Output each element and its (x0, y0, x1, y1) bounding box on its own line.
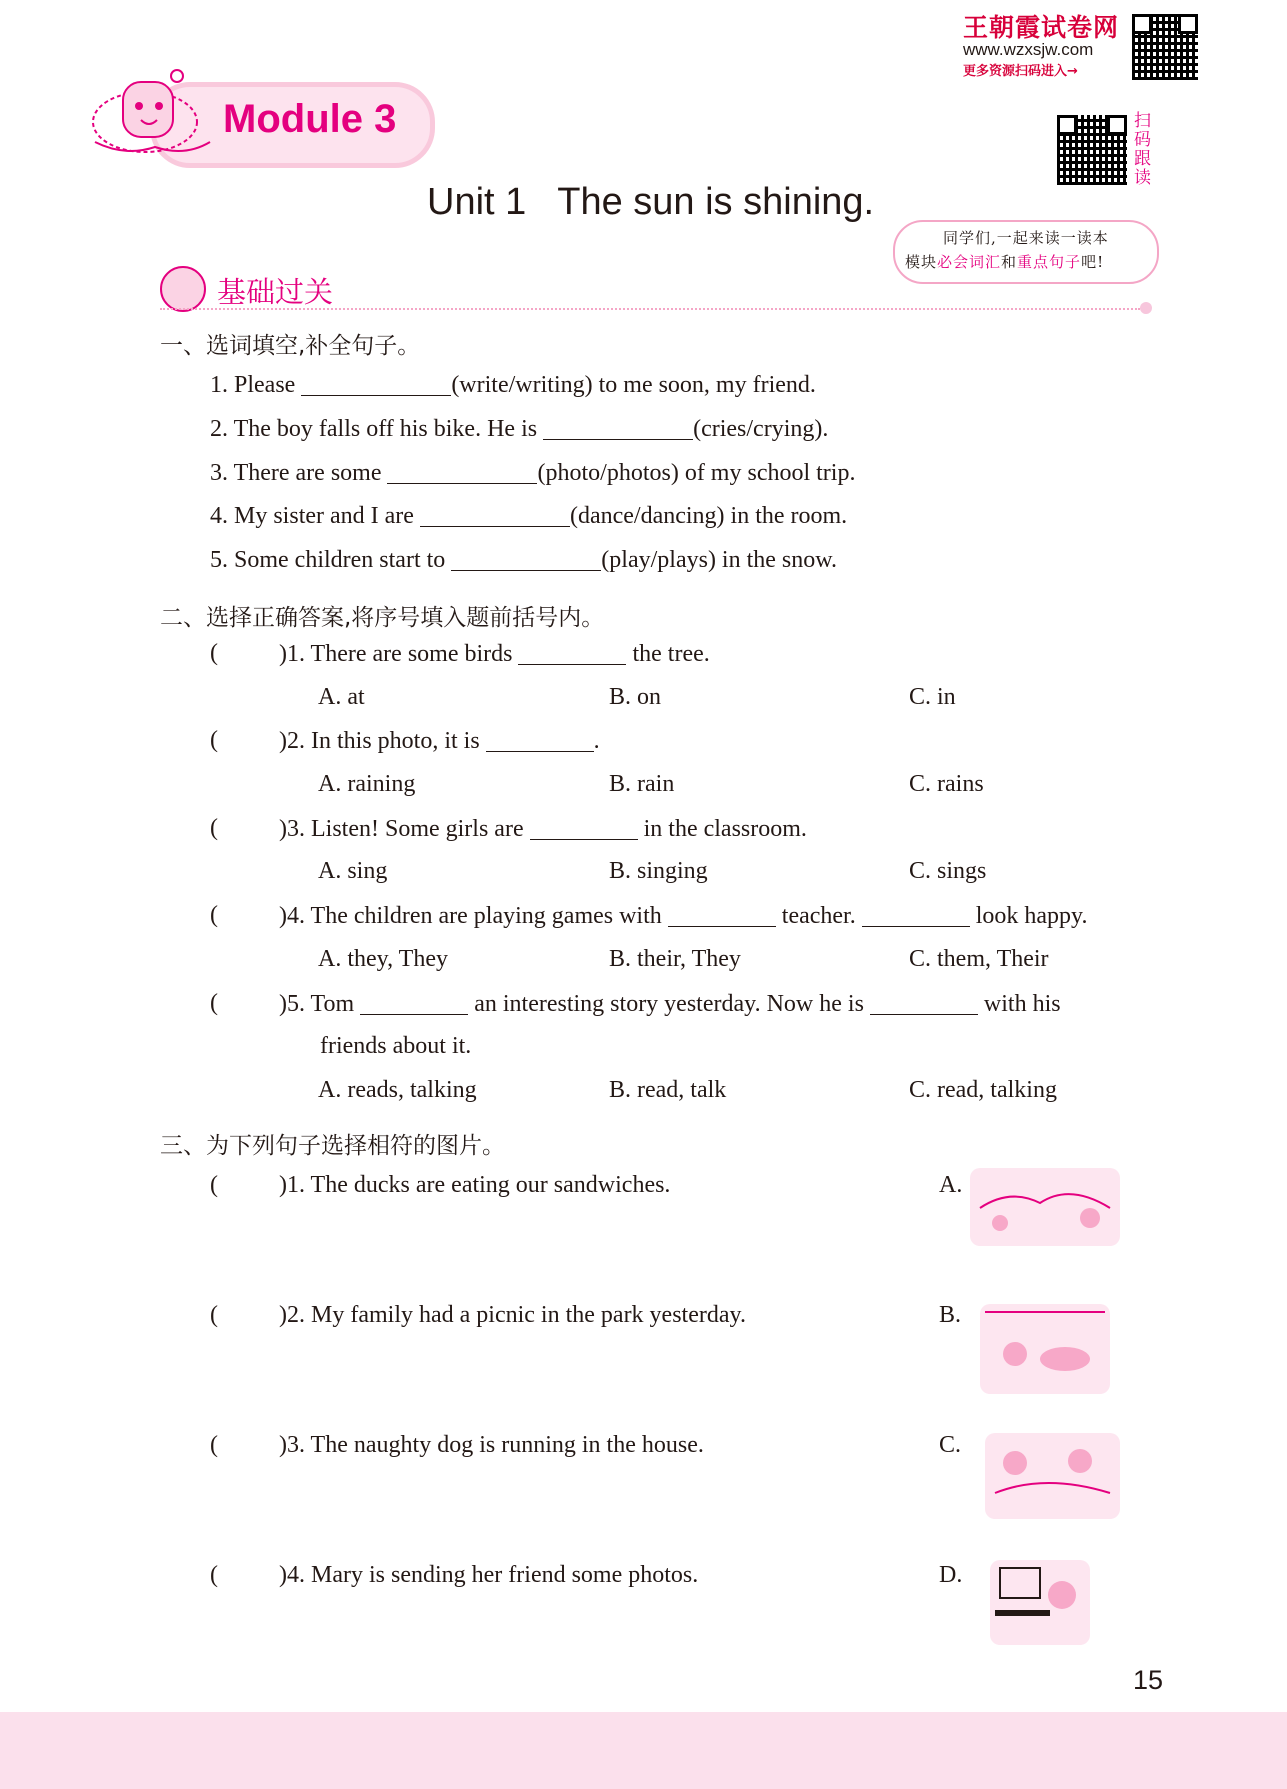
unit-title: Unit 1 The sun is shining. (427, 181, 875, 223)
brand-url[interactable]: www.wzxsjw.com (963, 40, 1094, 59)
answer-blank[interactable] (486, 727, 594, 752)
answer-paren[interactable]: ( (210, 990, 218, 1016)
option-b[interactable]: B. singing (609, 858, 708, 884)
part3-item-4: )4. Mary is sending her friend some photos. (279, 1562, 699, 1588)
mascot-icon (85, 62, 215, 162)
item-text: (cries/crying). (693, 416, 829, 442)
bubble-highlight-sentences: 重点句子 (1017, 253, 1082, 271)
picture-label-d: D. (939, 1562, 963, 1588)
part3-heading: 三、为下列句子选择相符的图片。 (160, 1133, 505, 1159)
question-text: )4. The children are playing games with (279, 903, 662, 929)
part1-item-4 (210, 502, 847, 530)
bubble-line-2 (905, 251, 1104, 272)
item-text: 3. There are some (210, 460, 382, 486)
section-girl-icon (160, 266, 206, 312)
answer-blank[interactable] (862, 902, 970, 927)
answer-blank[interactable] (420, 502, 570, 527)
question-text: the tree. (632, 641, 710, 667)
part1-item-2 (210, 415, 828, 443)
option-a[interactable]: A. reads, talking (318, 1077, 477, 1103)
scan-qr-code[interactable] (1057, 115, 1127, 185)
item-text: (write/writing) to me soon, my friend. (451, 372, 816, 398)
question-text: )1. There are some birds (279, 641, 513, 667)
option-c[interactable]: C. rains (909, 771, 984, 797)
bubble-highlight-vocab: 必会词汇 (937, 253, 1002, 271)
option-b[interactable]: B. read, talk (609, 1077, 727, 1103)
divider-dot-icon (1140, 302, 1152, 314)
option-b[interactable]: B. on (609, 684, 662, 710)
section-divider (160, 308, 1140, 310)
picture-label-b: B. (939, 1302, 962, 1328)
answer-blank[interactable] (518, 640, 626, 665)
part1-heading: 一、选词填空,补全句子。 (160, 333, 421, 359)
section-title: 基础过关 (217, 275, 334, 309)
bubble-text: 模块 (905, 253, 938, 271)
part2-q2 (279, 727, 600, 755)
answer-paren[interactable]: ( (210, 902, 218, 928)
question-text: )2. In this photo, it is (279, 728, 480, 754)
computer-picture (990, 1560, 1090, 1645)
page-number: 15 (1133, 1665, 1164, 1695)
option-b[interactable]: B. rain (609, 771, 675, 797)
picture-label-c: C. (939, 1432, 962, 1458)
item-text: 1. Please (210, 372, 296, 398)
bubble-text: 吧! (1081, 253, 1105, 271)
part3-item-3: )3. The naughty dog is running in the house. (279, 1432, 704, 1458)
option-c[interactable]: C. in (909, 684, 956, 710)
option-c[interactable]: C. sings (909, 858, 987, 884)
answer-blank[interactable] (668, 902, 776, 927)
question-text: an interesting story yesterday. Now he is (474, 991, 864, 1017)
brand-tagline: 更多资源扫码进入→ (963, 64, 1078, 79)
answer-paren[interactable]: ( (210, 640, 218, 666)
answer-blank[interactable] (360, 990, 468, 1015)
answer-blank[interactable] (451, 546, 601, 571)
part3-item-2: )2. My family had a picnic in the park yesterday. (279, 1302, 746, 1328)
question-text: with his (983, 991, 1061, 1017)
part2-q5 (279, 990, 1061, 1018)
option-a[interactable]: A. raining (318, 771, 416, 797)
item-text: 2. The boy falls off his bike. He is (210, 416, 538, 442)
option-c[interactable]: C. read, talking (909, 1077, 1057, 1103)
picnic-picture (985, 1433, 1120, 1519)
bubble-text: 和 (1001, 253, 1018, 271)
scan-label: 扫码跟读 (1134, 111, 1151, 188)
option-c[interactable]: C. them, Their (909, 946, 1049, 972)
question-text: teacher. (781, 903, 856, 929)
answer-blank[interactable] (387, 459, 537, 484)
answer-blank[interactable] (870, 990, 978, 1015)
part2-q1 (279, 640, 710, 668)
question-text: )3. Listen! Some girls are (279, 816, 524, 842)
part1-item-1 (210, 371, 816, 399)
dog-picture (980, 1304, 1110, 1394)
item-text: 4. My sister and I are (210, 503, 414, 529)
part2-heading: 二、选择正确答案,将序号填入题前括号内。 (160, 605, 605, 631)
item-text: 5. Some children start to (210, 547, 446, 573)
answer-paren[interactable]: ( (210, 1432, 218, 1458)
part2-q4 (279, 902, 1088, 930)
part2-q5-cont: friends about it. (320, 1033, 472, 1059)
footer-band (0, 1712, 1287, 1789)
option-a[interactable]: A. sing (318, 858, 388, 884)
picture-label-a: A. (939, 1172, 963, 1198)
ducks-picture (970, 1168, 1120, 1246)
answer-blank[interactable] (301, 371, 451, 396)
item-text: (play/plays) in the snow. (601, 547, 838, 573)
option-b[interactable]: B. their, They (609, 946, 741, 972)
brand-name: 王朝霞试卷网 (963, 13, 1120, 42)
part1-item-5 (210, 546, 837, 574)
question-text: look happy. (975, 903, 1088, 929)
bubble-line-1: 同学们,一起来读一读本 (943, 229, 1109, 247)
question-text: )5. Tom (279, 991, 355, 1017)
part1-item-3 (210, 459, 855, 487)
option-a[interactable]: A. at (318, 684, 365, 710)
part2-q3 (279, 815, 807, 843)
question-text: . (593, 728, 600, 754)
answer-blank[interactable] (543, 415, 693, 440)
answer-paren[interactable]: ( (210, 815, 218, 841)
brand-qr-code[interactable] (1132, 14, 1198, 80)
part3-item-1: )1. The ducks are eating our sandwiches. (279, 1172, 671, 1198)
item-text: (photo/photos) of my school trip. (537, 460, 856, 486)
question-text: in the classroom. (643, 816, 807, 842)
answer-paren[interactable]: ( (210, 727, 218, 753)
option-a[interactable]: A. they, They (318, 946, 448, 972)
answer-paren[interactable]: ( (210, 1562, 218, 1588)
answer-paren[interactable]: ( (210, 1302, 218, 1328)
answer-blank[interactable] (530, 815, 638, 840)
item-text: (dance/dancing) in the room. (569, 503, 848, 529)
module-label: Module 3 (223, 97, 397, 141)
answer-paren[interactable]: ( (210, 1172, 218, 1198)
